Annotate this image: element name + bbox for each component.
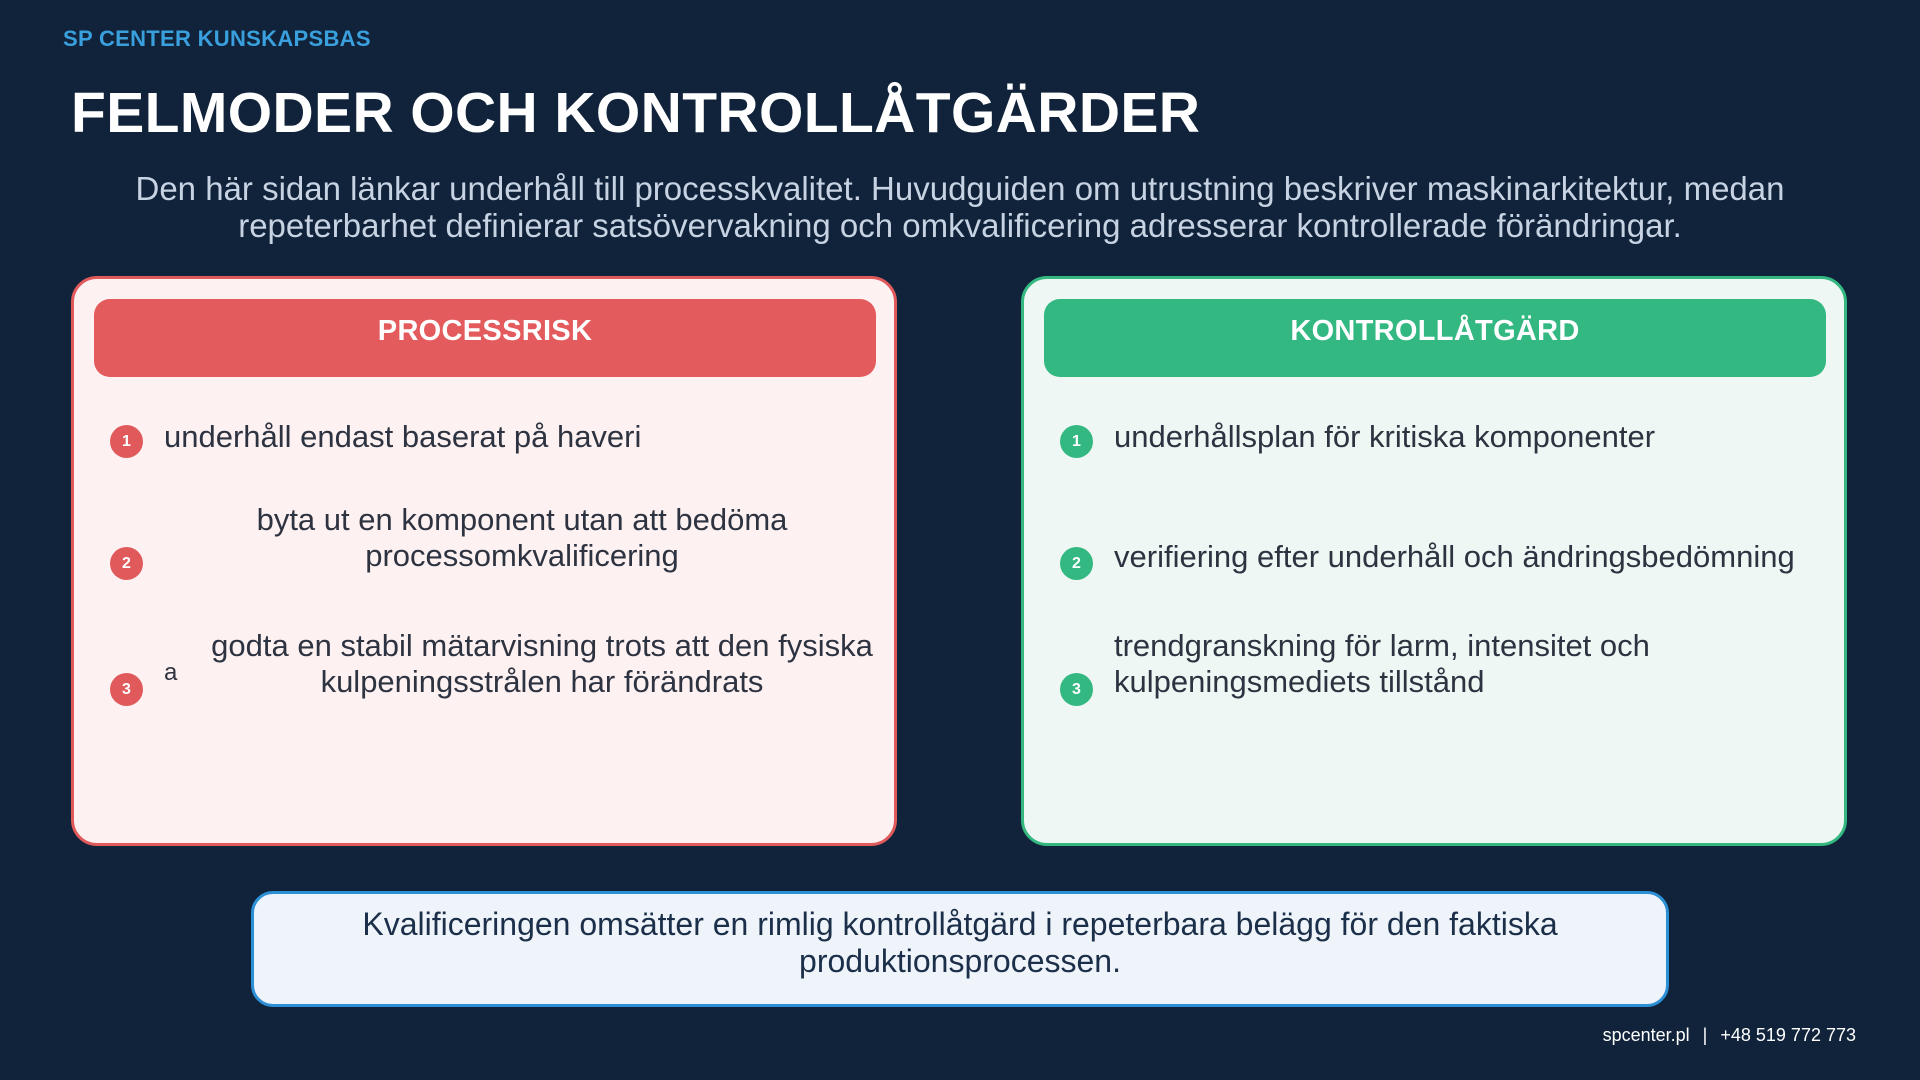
- website-link[interactable]: spcenter.pl: [1602, 1025, 1690, 1045]
- control-item-text: underhållsplan för kritiska komponenter: [1114, 419, 1656, 454]
- footer-contact: [1603, 1025, 1856, 1046]
- risk-item-text: godta en stabil mätarvisning trots att den fysiska kulpeningsstrålen har förändrats: [211, 628, 873, 699]
- footer-separator: |: [1702, 1025, 1708, 1045]
- risk-item-number: 3: [110, 673, 143, 706]
- control-measure-heading: KONTROLLÅTGÄRD: [1044, 299, 1826, 377]
- risk-item-number: 2: [110, 547, 143, 580]
- risk-item-number: 1: [110, 425, 143, 458]
- intro-text: Den här sidan länkar underhåll till processkvalitet. Huvudguiden om utrustning beskriver maskinarkitektur, medan repeterbarhet definierar satsövervakning och omkvalificering adresserar kontrollerade förändringar.: [135, 170, 1785, 244]
- control-item-text: trendgranskning för larm, intensitet och kulpeningsmediets tillstånd: [1114, 628, 1650, 699]
- control-item-number: 1: [1060, 425, 1093, 458]
- control-item-text: verifiering efter underhåll och ändringsbedömning: [1114, 539, 1795, 574]
- risk-item-text: underhåll endast baserat på haveri: [164, 419, 642, 454]
- process-risk-card: [71, 276, 897, 846]
- phone-number[interactable]: +48 519 772 773: [1720, 1025, 1856, 1045]
- risk-item-prefix: a: [164, 659, 178, 686]
- control-item-number: 3: [1060, 673, 1093, 706]
- brand-label: SP CENTER KUNSKAPSBAS: [63, 26, 371, 51]
- control-measure-card: [1021, 276, 1847, 846]
- process-risk-heading: PROCESSRISK: [94, 299, 876, 377]
- conclusion-box: Kvalificeringen omsätter en rimlig kontrollåtgärd i repeterbara belägg för den faktiska produktionsprocessen.: [251, 891, 1669, 1007]
- control-item-number: 2: [1060, 547, 1093, 580]
- page-title: FELMODER OCH KONTROLLÅTGÄRDER: [71, 81, 1201, 145]
- risk-item-text: byta ut en komponent utan att bedöma processomkvalificering: [256, 502, 788, 573]
